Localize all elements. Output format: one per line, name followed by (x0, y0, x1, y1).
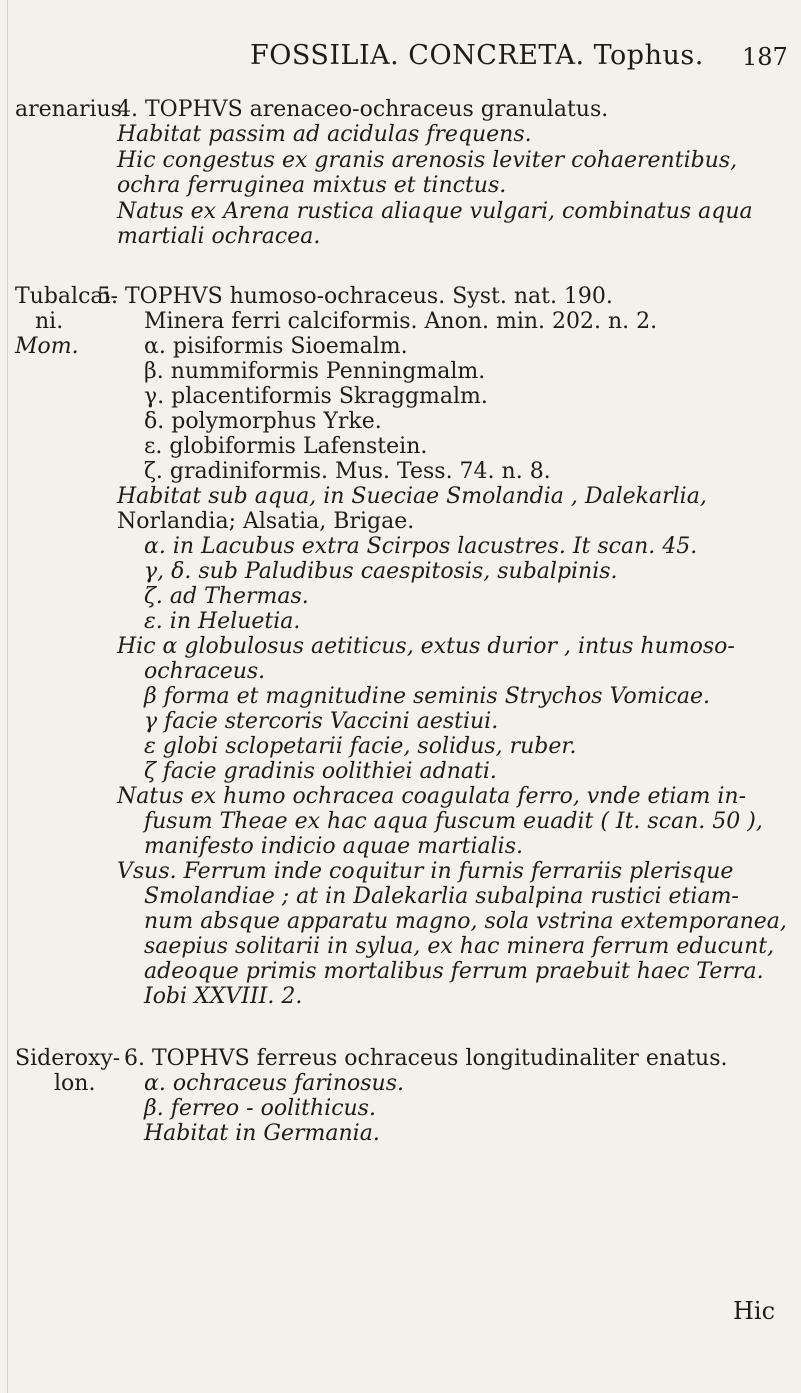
entry-6-heading: 6. TOPHVS ferreus ochraceus longitudinaliter enatus. (124, 1046, 728, 1071)
entry-5-line: ζ. ad Thermas. (144, 584, 309, 609)
margin-note-arenarius: arenarius. (15, 97, 129, 122)
entry-5-line: γ, δ. sub Paludibus caespitosis, subalpinis. (144, 559, 618, 584)
entry-5-line: ε. in Heluetia. (144, 609, 301, 634)
entry-5-line: num absque apparatu magno, sola vstrina extemporanea, (144, 909, 787, 934)
entry-4-line: martiali ochracea. (117, 224, 321, 249)
page-number: 187 (742, 43, 788, 71)
entry-5-line: ochraceus. (144, 659, 266, 684)
entry-4-heading: 4. TOPHVS arenaceo-ochraceus granulatus. (117, 97, 609, 122)
entry-5-line: ζ facie gradinis oolithiei adnati. (144, 759, 497, 784)
entry-4-line: ochra ferruginea mixtus et tinctus. (117, 173, 507, 198)
entry-5-line: Vsus. Ferrum inde coquitur in furnis ferrariis plerisque (117, 859, 734, 884)
entry-6-variety: α. ochraceus farinosus. (144, 1071, 404, 1096)
entry-5-variety: ζ. gradiniformis. Mus. Tess. 74. n. 8. (144, 459, 551, 484)
entry-5-heading: 5. TOPHVS humoso-ochraceus. Syst. nat. 190. (97, 284, 613, 309)
entry-5-line: Smolandiae ; at in Dalekarlia subalpina rustici etiam- (144, 884, 739, 909)
page-edge (7, 0, 8, 1393)
entry-5-line: γ facie stercoris Vaccini aestiui. (144, 709, 499, 734)
entry-6-line: Habitat in Germania. (144, 1121, 380, 1146)
entry-4-line: Natus ex Arena rustica aliaque vulgari, combinatus aqua (117, 199, 753, 224)
entry-5-line: Natus ex humo ochracea coagulata ferro, vnde etiam in- (117, 784, 746, 809)
entry-5-line: Norlandia; Alsatia, Brigae. (117, 509, 415, 534)
margin-note-mom: Mom. (15, 334, 79, 359)
entry-5-line: α. in Lacubus extra Scirpos lacustres. It scan. 45. (144, 534, 698, 559)
entry-5-line: Minera ferri calciformis. Anon. min. 202. n. 2. (144, 309, 658, 334)
entry-5-line: Habitat sub aqua, in Sueciae Smolandia , Dalekarlia, (117, 484, 707, 509)
margin-note-sideroxylon: lon. (54, 1071, 96, 1096)
entry-4-line: Hic congestus ex granis arenosis leviter cohaerentibus, (117, 148, 738, 173)
entry-5-variety: γ. placentiformis Skraggmalm. (144, 384, 488, 409)
entry-5-variety: ε. globiformis Lafenstein. (144, 434, 428, 459)
catchword: Hic (733, 1297, 776, 1325)
margin-note-tubalcaini: Tubalcai- (15, 284, 118, 309)
margin-note-sideroxylon: Sideroxy- (15, 1046, 121, 1071)
entry-5-line: Iobi XXVIII. 2. (144, 984, 303, 1009)
entry-5-line: β forma et magnitudine seminis Strychos Vomicae. (144, 684, 711, 709)
entry-5-variety: β. nummiformis Penningmalm. (144, 359, 486, 384)
entry-5-variety: α. pisiformis Sioemalm. (144, 334, 408, 359)
entry-6-variety: β. ferreo - oolithicus. (144, 1096, 376, 1121)
margin-note-tubalcaini: ni. (35, 309, 64, 334)
entry-5-line: Hic α globulosus aetiticus, extus durior , intus humoso- (117, 634, 735, 659)
entry-4-line: Habitat passim ad acidulas frequens. (117, 122, 532, 147)
entry-5-line: fusum Theae ex hac aqua fuscum euadit ( It. scan. 50 ), (144, 809, 763, 834)
entry-5-line: adeoque primis mortalibus ferrum praebuit haec Terra. (144, 959, 764, 984)
entry-5-line: saepius solitarii in sylua, ex hac minera ferrum educunt, (144, 934, 775, 959)
entry-5-line: ε globi sclopetarii facie, solidus, ruber. (144, 734, 577, 759)
entry-5-variety: δ. polymorphus Yrke. (144, 409, 382, 434)
running-header: FOSSILIA. CONCRETA. Tophus. (250, 40, 704, 71)
entry-5-line: manifesto indicio aquae martialis. (144, 834, 523, 859)
